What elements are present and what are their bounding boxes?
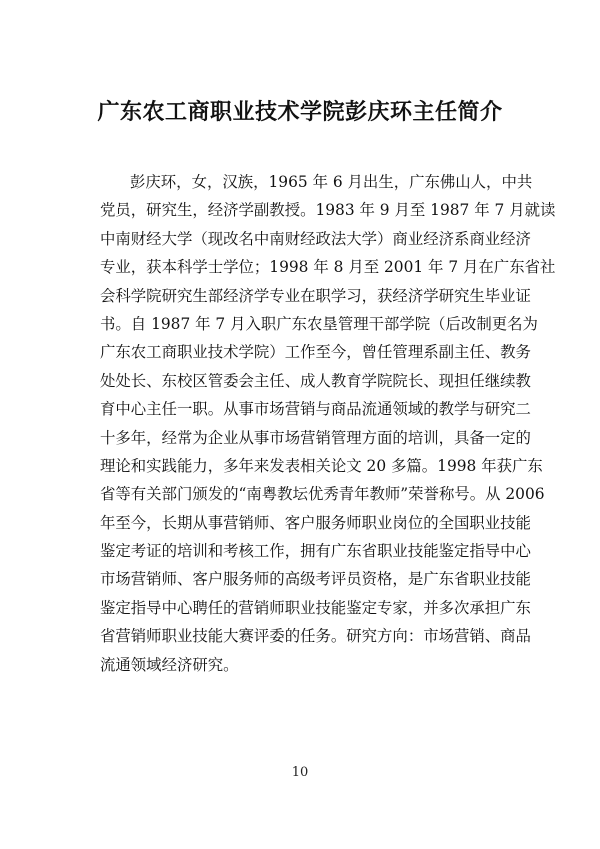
page-title: 广东农工商职业技术学院彭庆环主任简介 bbox=[97, 99, 503, 125]
paragraph-line: 省等有关部门颁发的“南粤教坛优秀青年教师”荣誉称号。从 2006 bbox=[100, 485, 545, 504]
paragraph-line: 十多年，经常为企业从事市场营销管理方面的培训，具备一定的 bbox=[100, 428, 531, 447]
paragraph-line: 流通领域经济研究。 bbox=[100, 655, 239, 674]
paragraph-line: 鉴定指导中心聘任的营销师职业技能鉴定专家，并多次承担广东 bbox=[100, 598, 531, 617]
paragraph-line: 处处长、东校区管委会主任、成人教育学院院长、现担任继续教 bbox=[100, 371, 531, 390]
paragraph-line: 省营销师职业技能大赛评委的任务。研究方向：市场营销、商品 bbox=[100, 627, 531, 646]
paragraph-line: 鉴定考证的培训和考核工作，拥有广东省职业技能鉴定指导中心 bbox=[100, 542, 531, 561]
paragraph-line: 市场营销师、客户服务师的高级考评员资格，是广东省职业技能 bbox=[100, 570, 531, 589]
paragraph-line: 会科学院研究生部经济学专业在职学习，获经济学研究生毕业证 bbox=[100, 286, 531, 305]
paragraph-line: 年至今，长期从事营销师、客户服务师职业岗位的全国职业技能 bbox=[100, 513, 531, 532]
paragraph-line: 广东农工商职业技术学院）工作至今，曾任管理系副主任、教务 bbox=[100, 343, 531, 362]
paragraph-line: 书。自 1987 年 7 月入职广东农垦管理干部学院（后改制更名为 bbox=[100, 314, 538, 333]
paragraph-line: 党员，研究生，经济学副教授。1983 年 9 月至 1987 年 7 月就读 bbox=[100, 201, 556, 220]
page-number: 10 bbox=[291, 765, 309, 780]
paragraph-line: 中南财经大学（现改名中南财经政法大学）商业经济系商业经济 bbox=[100, 229, 531, 248]
paragraph-line: 育中心主任一职。从事市场营销与商品流通领域的教学与研究二 bbox=[100, 400, 531, 419]
paragraph-line: 理论和实践能力，多年来发表相关论文 20 多篇。1998 年获广东 bbox=[100, 456, 543, 475]
paragraph-line: 专业，获本科学士学位；1998 年 8 月至 2001 年 7 月在广东省社 bbox=[100, 258, 556, 277]
paragraph-line: 彭庆环，女，汉族，1965 年 6 月出生，广东佛山人，中共 bbox=[130, 173, 533, 191]
body-paragraph bbox=[100, 168, 556, 679]
